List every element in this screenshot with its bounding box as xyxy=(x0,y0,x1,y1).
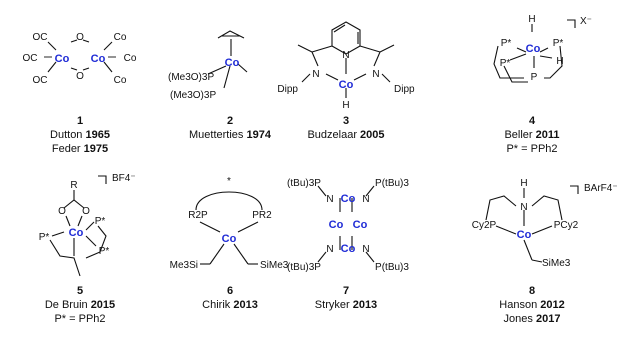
atom-co-ligand: Co xyxy=(113,75,127,86)
citation-author: De Bruin xyxy=(44,299,91,311)
counterion-x: X⁻ xyxy=(580,16,592,27)
atom-co: Co xyxy=(525,43,541,55)
ligand-cy2p: Cy2P xyxy=(471,220,497,231)
counterion-barf: BArF4⁻ xyxy=(584,183,618,194)
ligand-sime3: SiMe3 xyxy=(542,258,571,269)
atom-h: H xyxy=(556,56,564,67)
atom-h: H xyxy=(528,14,536,25)
citation-year: 1974 xyxy=(246,129,271,141)
citation xyxy=(499,299,564,311)
atom-oc: OC xyxy=(32,75,48,86)
atom-o: O xyxy=(82,206,90,217)
atom-o: O xyxy=(58,206,66,217)
ligand-ptbu3: P(tBu)3 xyxy=(375,262,409,273)
citation-author: Jones xyxy=(503,313,536,325)
compound-number: 6 xyxy=(226,285,234,297)
atom-n: N xyxy=(362,194,370,205)
atom-n: N xyxy=(342,50,350,61)
citation-year: 2005 xyxy=(360,129,385,141)
citation-author: Budzelaar xyxy=(307,129,361,141)
citation-author: Hanson xyxy=(499,299,541,311)
atom-r2p: R2P xyxy=(188,210,208,221)
atom-h: H xyxy=(342,100,350,111)
atom-co: Co xyxy=(328,219,344,231)
atom-h: H xyxy=(520,178,528,189)
atom-co: Co xyxy=(90,53,106,65)
ligand-ptbu3: P(tBu)3 xyxy=(375,178,409,189)
atom-co: Co xyxy=(352,219,368,231)
atom-pstar: P* xyxy=(499,58,511,69)
compound-number: 2 xyxy=(226,115,234,127)
atom-o: O xyxy=(76,71,84,82)
citation-year: 2013 xyxy=(352,299,378,311)
citation-year: 1965 xyxy=(85,129,110,141)
compound-number: 4 xyxy=(528,115,536,127)
citation xyxy=(50,129,110,141)
linker-star: * xyxy=(227,176,231,187)
atom-n: N xyxy=(326,244,334,255)
atom-pstar: P* xyxy=(552,38,564,49)
atom-co: Co xyxy=(221,233,237,245)
citation-year: 2013 xyxy=(233,299,258,311)
ligand-tbu3p: (tBu)3P xyxy=(287,178,321,189)
atom-o: O xyxy=(76,32,84,43)
citation xyxy=(189,129,272,141)
atom-n: N xyxy=(312,69,320,80)
atom-co-ligand: Co xyxy=(113,32,127,43)
compound-1-structure xyxy=(23,32,137,86)
citation xyxy=(202,299,258,311)
atom-co: Co xyxy=(338,79,354,91)
citation xyxy=(307,129,384,141)
atom-n: N xyxy=(326,194,334,205)
compound-5-structure xyxy=(39,173,136,276)
citation-year: 2011 xyxy=(535,129,560,141)
compound-number: 3 xyxy=(342,115,350,127)
atom-co: Co xyxy=(516,229,532,241)
citation xyxy=(504,313,561,325)
compound-6-structure xyxy=(170,176,289,271)
citation-author: Dutton xyxy=(50,129,86,141)
citation-year: 1975 xyxy=(83,143,109,155)
atom-pstar: P* xyxy=(98,246,110,257)
atom-p: P xyxy=(530,72,538,83)
note: P* = PPh2 xyxy=(54,313,106,325)
ligand-me3si: Me3Si xyxy=(169,260,198,271)
citation-year: 2012 xyxy=(540,299,565,311)
atom-co: Co xyxy=(340,193,356,205)
atom-co-ligand: Co xyxy=(123,53,137,64)
ligand-sime3: SiMe3 xyxy=(260,260,289,271)
atom-n: N xyxy=(520,202,528,213)
ligand-dipp: Dipp xyxy=(394,84,415,95)
atom-co: Co xyxy=(224,57,240,69)
atom-r: R xyxy=(70,180,78,191)
ligand-phosphite: (Me3O)3P xyxy=(168,72,215,83)
atom-pstar: P* xyxy=(38,232,50,243)
atom-co: Co xyxy=(340,243,356,255)
citation-author: Muetterties xyxy=(189,129,247,141)
compound-7-structure xyxy=(287,178,409,273)
atom-co: Co xyxy=(54,53,70,65)
citation-author: Beller xyxy=(504,129,536,141)
compound-number: 8 xyxy=(528,285,536,297)
ligand-phosphite: (Me3O)3P xyxy=(170,90,217,101)
atom-n: N xyxy=(372,69,380,80)
compound-8-structure xyxy=(472,178,618,269)
atom-oc: OC xyxy=(32,32,48,43)
note: P* = PPh2 xyxy=(506,143,558,155)
compound-4-structure xyxy=(494,14,592,83)
counterion-bf4: BF4⁻ xyxy=(112,173,136,184)
citation-year: 2017 xyxy=(535,313,561,325)
ligand-tbu3p: (tBu)3P xyxy=(287,262,321,273)
citation-year: 2015 xyxy=(90,299,116,311)
atom-pr2: PR2 xyxy=(252,210,272,221)
compound-number: 7 xyxy=(342,285,350,297)
citation xyxy=(504,129,559,141)
citation xyxy=(45,299,115,311)
compound-3-structure xyxy=(277,22,415,111)
citation xyxy=(52,143,108,155)
atom-pstar: P* xyxy=(500,38,512,49)
atom-pstar: P* xyxy=(94,216,106,227)
citation-author: Chirik xyxy=(202,299,234,311)
ligand-dipp: Dipp xyxy=(277,84,298,95)
citation-author: Feder xyxy=(51,143,84,155)
citation xyxy=(315,299,377,311)
compound-number: 1 xyxy=(76,115,84,127)
ligand-pcy2: PCy2 xyxy=(553,220,579,231)
atom-co: Co xyxy=(68,227,84,239)
atom-n: N xyxy=(362,244,370,255)
compound-2-structure xyxy=(168,31,247,101)
atom-oc: OC xyxy=(22,53,38,64)
compound-number: 5 xyxy=(76,285,84,297)
citation-author: Stryker xyxy=(314,299,353,311)
